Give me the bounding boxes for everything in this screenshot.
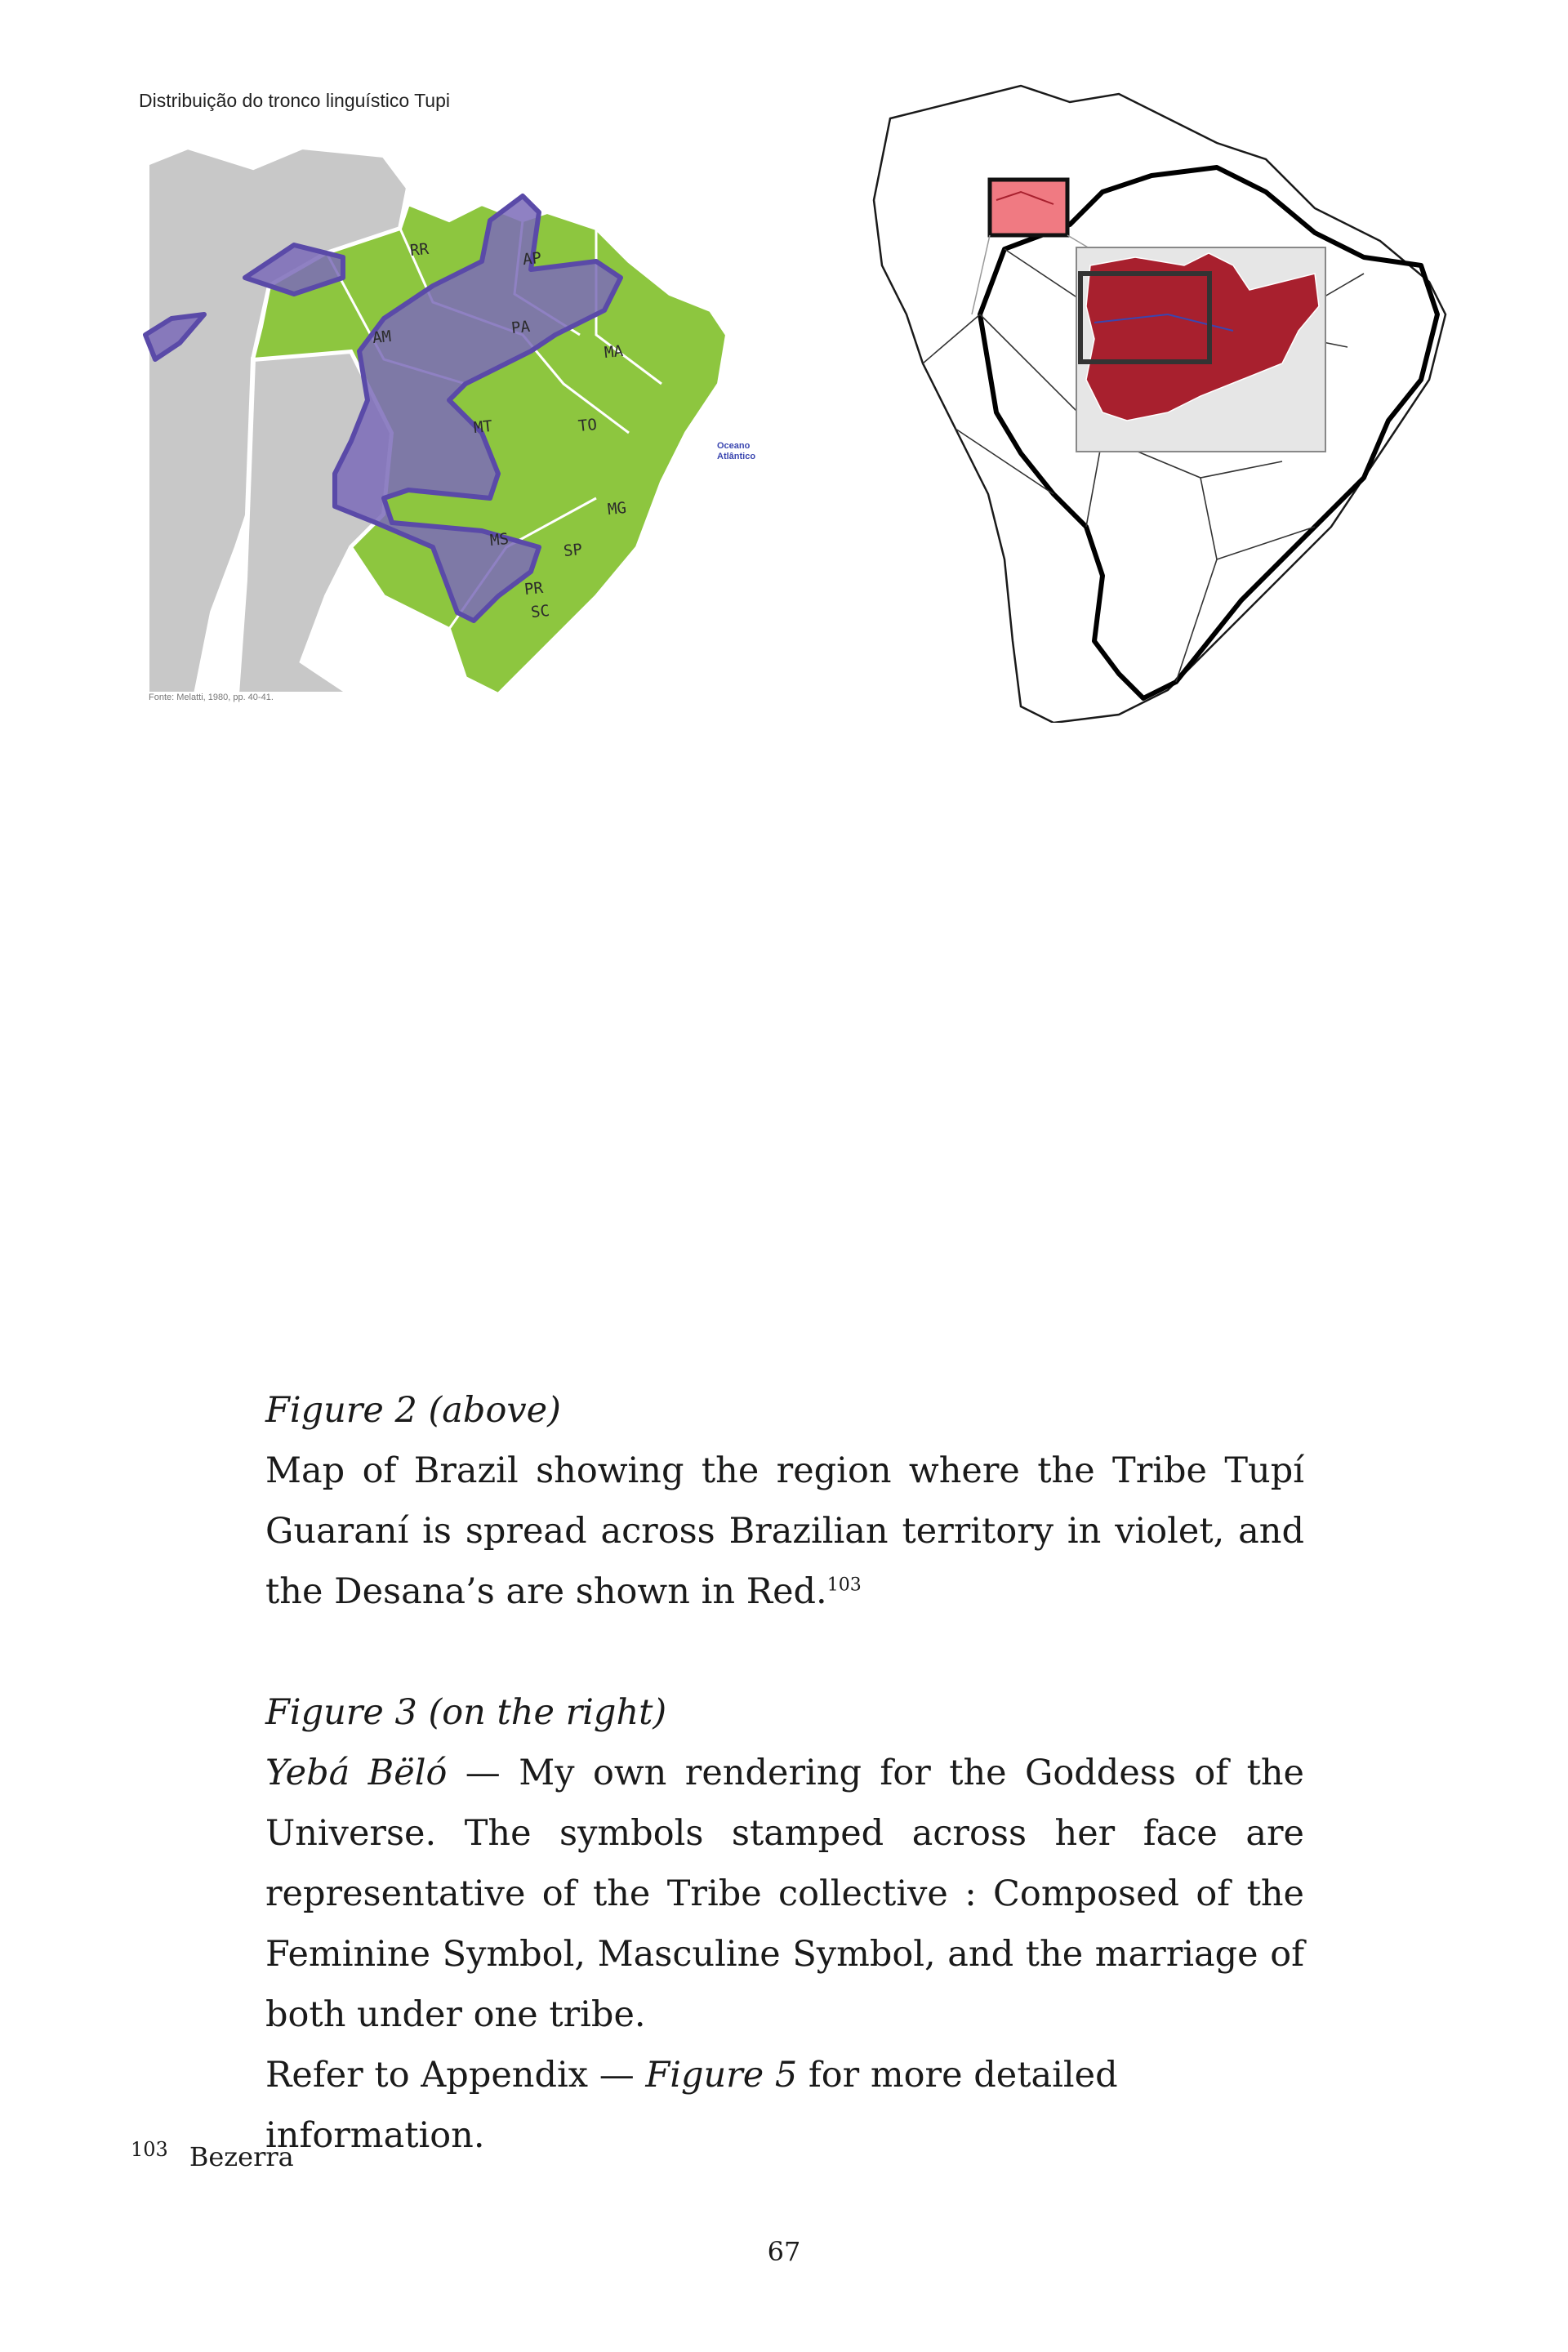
state-label-ma: MA — [603, 341, 624, 363]
footnote-ref[interactable]: 103 — [826, 1575, 862, 1596]
footnote-number: 103 — [131, 2138, 168, 2162]
ocean-label-line1: Oceano — [717, 441, 751, 451]
appendix-figure-link[interactable]: Figure 5 — [645, 2055, 798, 2096]
figure3-caption — [265, 1682, 1304, 2166]
highlight-box — [990, 180, 1067, 235]
ocean-label-line2: Atlântico — [717, 452, 756, 461]
appendix-ref-suffix: for more detailed information. — [265, 2055, 1118, 2156]
goddess-name: Yebá Bëló — [265, 1753, 448, 1793]
page-number: 67 — [767, 2236, 801, 2267]
state-label-sc: SC — [529, 601, 550, 622]
state-label-sp: SP — [562, 540, 583, 561]
state-label-mg: MG — [606, 498, 627, 519]
state-label-to: TO — [577, 415, 598, 436]
figure3-caption-body — [265, 1743, 1304, 2045]
figure3-caption-text: — My own rendering for the Goddess of the Universe. The symbols stamped across her face are representative of the Tribe collective : Composed of the Feminine Symbol, Masculine Symbol, and the marriage of both under one tribe. — [265, 1753, 1304, 2035]
brazil-map-graphic — [139, 90, 784, 710]
tupi-distribution-map — [139, 90, 784, 710]
state-label-rr: RR — [408, 239, 430, 261]
south-america-outline-map — [858, 69, 1486, 723]
figure2-caption-text: Map of Brazil showing the region where the Tribe Tupí Guaraní is spread across Brazilian territory in violet, and the Desana’s are shown in Red. — [265, 1450, 1304, 1612]
figure2-caption — [265, 1380, 1304, 1622]
footnote — [131, 2138, 294, 2172]
map-source: Fonte: Melatti, 1980, pp. 40-41. — [149, 693, 274, 702]
state-label-am: AM — [371, 327, 392, 348]
appendix-ref-prefix: Refer to Appendix — — [265, 2055, 646, 2096]
state-label-pa: PA — [510, 317, 531, 338]
appendix-reference — [265, 2045, 1304, 2166]
footnote-text: Bezerra — [189, 2141, 294, 2172]
figure3-caption-title: Figure 3 (on the right) — [265, 1692, 667, 1733]
map-title: Distribuição do tronco linguístico Tupi — [139, 90, 450, 111]
state-label-pr: PR — [523, 578, 544, 599]
state-label-mt: MT — [472, 416, 493, 438]
state-label-ms: MS — [488, 529, 510, 550]
figure2-caption-title: Figure 2 (above) — [265, 1390, 561, 1431]
desana-location-map — [858, 69, 1486, 723]
state-label-ap: AP — [521, 248, 542, 270]
figure2-caption-body — [265, 1441, 1304, 1622]
ocean-label — [717, 441, 755, 462]
